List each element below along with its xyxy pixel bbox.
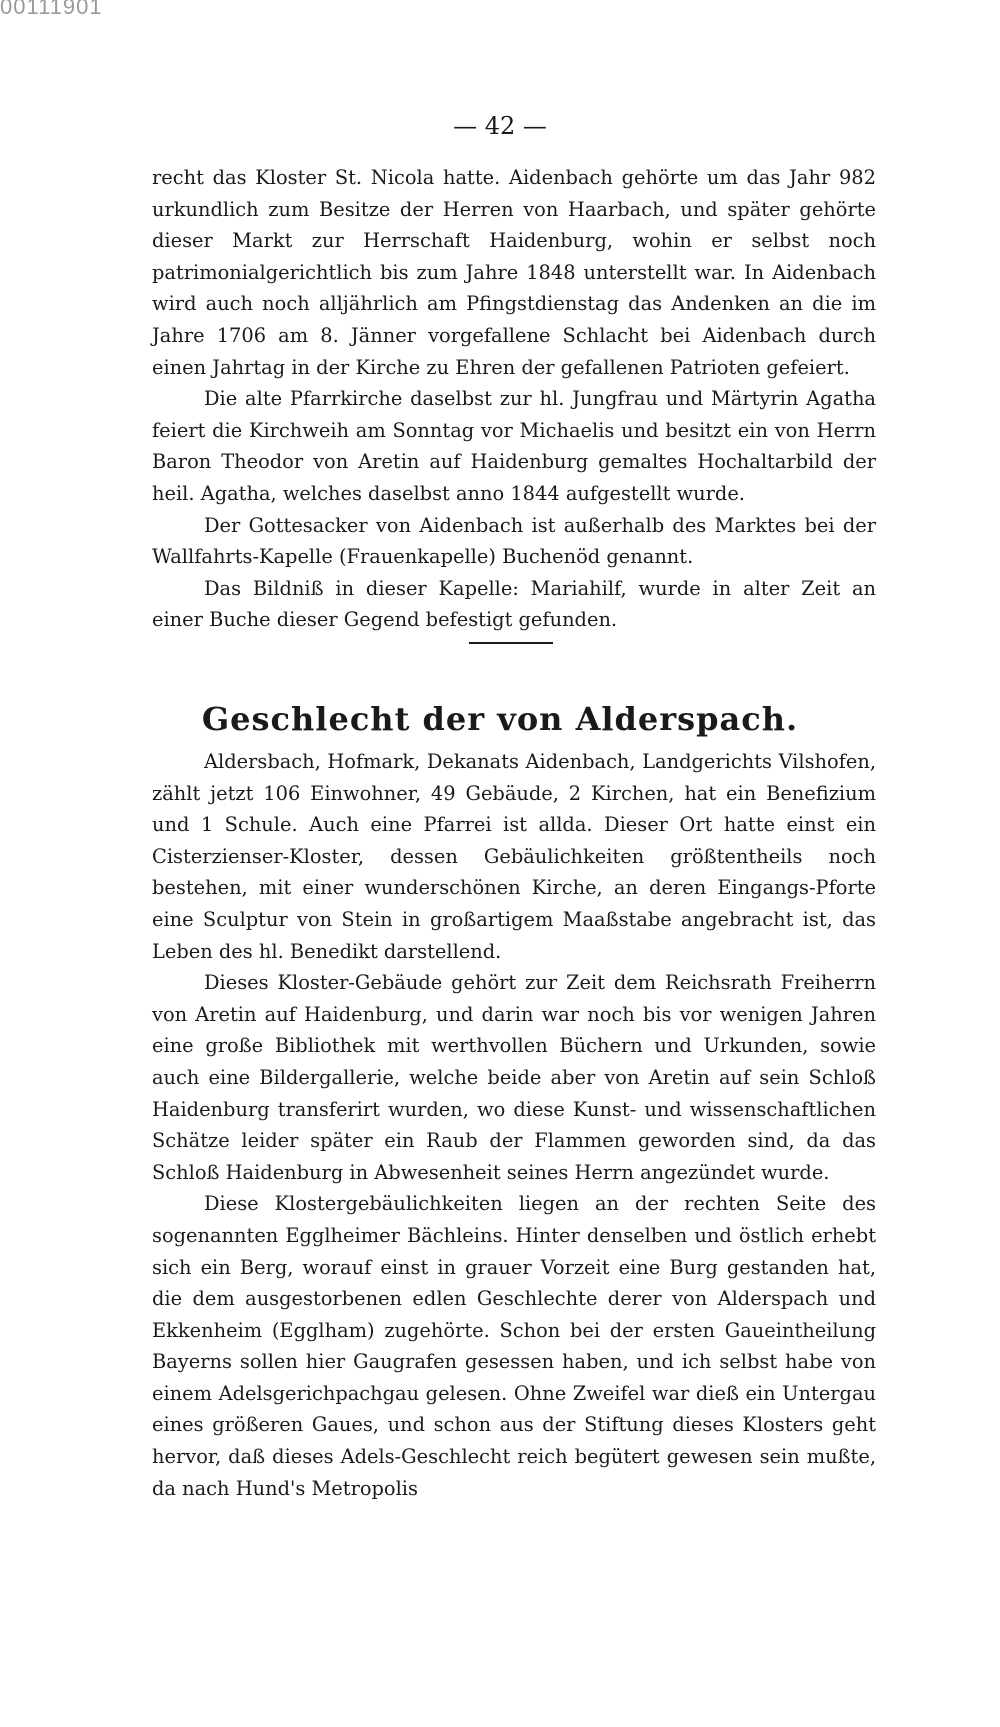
paragraph: Diese Klostergebäulichkeiten liegen an der rechten Seite des sogenannten Egglheimer Bächleins. Hinter denselben und östlich erhebt sich ein Berg, worauf einst in grauer Vorzeit eine Burg gestanden hat, die dem ausgestorbenen edlen Geschlechte derer von Alderspach und Ekkenheim (Egglham) zugehörte. Schon bei der ersten Gaueintheilung Bayerns sollen hier Gaugrafen gesessen haben, und ich selbst habe von einem Adelsgerichpachgau gelesen. Ohne Zweifel war dieß ein Untergau eines größeren Gaues, und schon aus der Stiftung dieses Klosters geht hervor, daß dieses Adels-Geschlecht reich begütert gewesen sein mußte, da nach Hund's Metropolis: [152, 1192, 876, 1500]
section-aidenbach: [152, 162, 876, 636]
paragraph: Die alte Pfarrkirche daselbst zur hl. Jungfrau und Märtyrin Agatha feiert die Kirchweih am Sonntag vor Michaelis und besitzt ein von Herrn Baron Theodor von Aretin auf Haidenburg gemaltes Hochaltarbild der heil. Agatha, welches daselbst anno 1844 aufgestellt wurde.: [152, 387, 876, 505]
page-number: — 42 —: [453, 112, 547, 140]
paragraph: Der Gottesacker von Aidenbach ist außerhalb des Marktes bei der Wallfahrts-Kapelle (Frauenkapelle) Buchenöd genannt.: [152, 513, 876, 569]
paragraph: Aldersbach, Hofmark, Dekanats Aidenbach, Landgerichts Vilshofen, zählt jetzt 106 Einwohner, 49 Gebäude, 2 Kirchen, hat ein Benefizium und 1 Schule. Auch eine Pfarrei ist allda. Dieser Ort hatte einst ein Cisterzienser-Kloster, dessen Gebäulichkeiten größtentheils noch bestehen, mit einer wunderschönen Kirche, an deren Eingangs-Pforte eine Sculptur von Stein in großartigem Maaßstabe angebracht ist, das Leben des hl. Benedikt darstellend.: [152, 750, 876, 963]
scan-stamp: 00111901: [0, 0, 103, 19]
section-divider: [469, 642, 553, 644]
paragraph: recht das Kloster St. Nicola hatte. Aidenbach gehörte um das Jahr 982 urkundlich zum Besitze der Herren von Haarbach, und später gehörte dieser Markt zur Herrschaft Haidenburg, wohin er selbst noch patrimonialgerichtlich bis zum Jahre 1848 unterstellt war. In Aidenbach wird auch noch alljährlich am Pfingstdienstag das Andenken an die im Jahre 1706 am 8. Jänner vorgefallene Schlacht bei Aidenbach durch einen Jahrtag in der Kirche zu Ehren der gefallenen Patrioten gefeiert.: [152, 166, 876, 379]
paragraph: Dieses Kloster-Gebäude gehört zur Zeit dem Reichsrath Freiherrn von Aretin auf Haidenburg, und darin war noch bis vor wenigen Jahren eine große Bibliothek mit werthvollen Büchern und Urkunden, sowie auch eine Bildergallerie, welche beide aber von Aretin auf sein Schloß Haidenburg transferirt wurden, wo diese Kunst- und wissenschaftlichen Schätze leider später ein Raub der Flammen geworden sind, da das Schloß Haidenburg in Abwesenheit seines Herrn angezündet wurde.: [152, 971, 876, 1184]
paragraph: Das Bildniß in dieser Kapelle: Mariahilf, wurde in alter Zeit an einer Buche dieser Gegend befestigt gefunden.: [152, 576, 876, 632]
section-heading: Geschlecht der von Alderspach.: [201, 700, 799, 738]
section-alderspach: [152, 746, 876, 1504]
